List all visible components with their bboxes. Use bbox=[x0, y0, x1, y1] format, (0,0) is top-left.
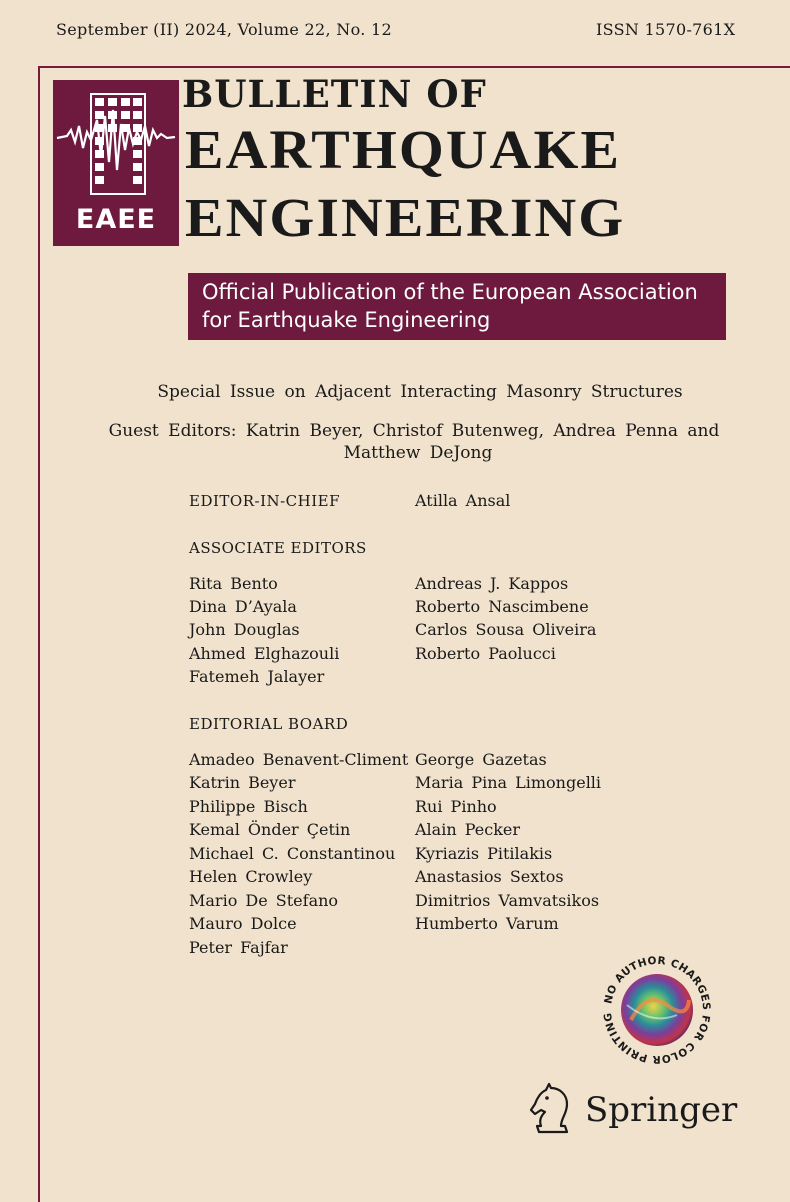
editorial-board-label: EDITORIAL BOARD bbox=[189, 715, 349, 733]
badge-text: NO AUTHOR CHARGES FOR COLOR PRINTING bbox=[601, 954, 713, 1066]
board-member: Mauro Dolce bbox=[189, 914, 297, 933]
associate-editor: Roberto Nascimbene bbox=[415, 597, 589, 616]
associate-editor: Dina D’Ayala bbox=[189, 597, 297, 616]
editor-in-chief-name: Atilla Ansal bbox=[415, 491, 511, 510]
board-member: Anastasios Sextos bbox=[415, 867, 564, 886]
associate-editor: Carlos Sousa Oliveira bbox=[415, 620, 597, 639]
guest-editors-line2: Matthew DeJong bbox=[343, 443, 493, 463]
board-member: Kyriazis Pitilakis bbox=[415, 844, 553, 863]
board-member: Mario De Stefano bbox=[189, 891, 339, 910]
color-printing-badge bbox=[597, 950, 717, 1070]
associate-editor: Ahmed Elghazouli bbox=[189, 644, 340, 663]
publisher-name: Springer bbox=[585, 1090, 738, 1130]
eaee-logo bbox=[53, 80, 179, 246]
board-member: Helen Crowley bbox=[189, 867, 313, 886]
board-member: Dimitrios Vamvatsikos bbox=[415, 891, 600, 910]
journal-title-line3: ENGINEERING bbox=[185, 187, 626, 248]
board-member: Philippe Bisch bbox=[189, 797, 308, 816]
guest-editors-line1: Guest Editors: Katrin Beyer, Christof Butenweg, Andrea Penna and bbox=[108, 421, 720, 441]
banner-line2: for Earthquake Engineering bbox=[202, 308, 491, 332]
associate-editor: Roberto Paolucci bbox=[415, 644, 556, 663]
board-member: Amadeo Benavent-Climent bbox=[189, 750, 409, 769]
associate-editor: Rita Bento bbox=[189, 574, 278, 593]
issn: ISSN 1570-761X bbox=[596, 20, 736, 39]
journal-title-line2: EARTHQUAKE bbox=[185, 119, 622, 180]
color-swirl-icon bbox=[597, 950, 717, 1070]
board-member: George Gazetas bbox=[415, 750, 547, 769]
associate-editors-label: ASSOCIATE EDITORS bbox=[189, 539, 367, 557]
board-member: Katrin Beyer bbox=[189, 773, 296, 792]
board-member: Kemal Önder Çetin bbox=[189, 820, 351, 839]
knight-chess-piece-icon bbox=[527, 1082, 577, 1136]
special-issue-title: Special Issue on Adjacent Interacting Masonry Structures bbox=[157, 382, 683, 402]
issue-date: September (II) 2024, Volume 22, No. 12 bbox=[56, 20, 392, 39]
associate-editor: Fatemeh Jalayer bbox=[189, 667, 325, 686]
board-member: Maria Pina Limongelli bbox=[415, 773, 602, 792]
associate-editor: Andreas J. Kappos bbox=[415, 574, 569, 593]
board-member: Alain Pecker bbox=[415, 820, 521, 839]
board-member: Peter Fajfar bbox=[189, 938, 288, 957]
associate-editor: John Douglas bbox=[189, 620, 300, 639]
board-member: Rui Pinho bbox=[415, 797, 497, 816]
editor-in-chief-label: EDITOR-IN-CHIEF bbox=[189, 492, 341, 510]
official-publication-banner bbox=[188, 273, 726, 340]
banner-line1: Official Publication of the European Association bbox=[202, 280, 698, 304]
journal-title-line1: BULLETIN OF bbox=[182, 72, 487, 116]
board-member: Michael C. Constantinou bbox=[189, 844, 396, 863]
logo-text: EAEE bbox=[75, 204, 157, 235]
board-member: Humberto Varum bbox=[415, 914, 559, 933]
